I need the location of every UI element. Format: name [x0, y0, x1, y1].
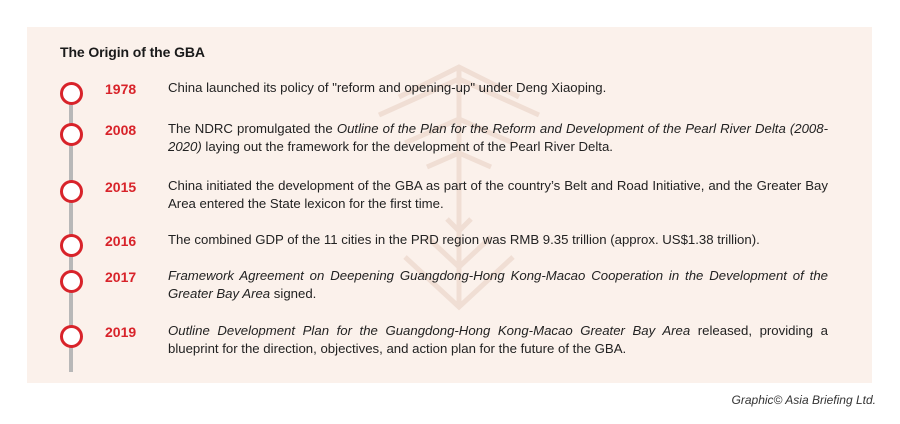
- event-year: 2019: [105, 324, 137, 340]
- timeline-node-icon: [60, 270, 83, 293]
- timeline-node-icon: [60, 82, 83, 105]
- event-description: [168, 120, 828, 156]
- description-text: laying out the framework for the development of the Pearl River Delta.: [201, 139, 613, 154]
- description-text: The NDRC promulgated the: [168, 121, 337, 136]
- timeline-panel: [27, 27, 872, 383]
- description-text: China initiated the development of the GBA as part of the country’s Belt and Road Initiative, and the Greater Bay Area entered the State lexicon for the first time.: [168, 178, 828, 211]
- event-description: [168, 322, 828, 358]
- event-description: [168, 177, 828, 213]
- timeline-node-icon: [60, 234, 83, 257]
- graphic-credit: Graphic© Asia Briefing Ltd.: [731, 393, 876, 407]
- event-year: 2017: [105, 269, 137, 285]
- event-year: 2015: [105, 179, 137, 195]
- event-description: [168, 79, 828, 97]
- description-text: released, providing a blueprint for the direction, objectives, and action plan for the future of the GBA.: [168, 323, 829, 356]
- page-title: The Origin of the GBA: [60, 44, 205, 60]
- timeline-node-icon: [60, 180, 83, 203]
- description-text: The combined GDP of the 11 cities in the PRD region was RMB 9.35 trillion (approx. US$1.38 trillion).: [168, 232, 760, 247]
- event-description: [168, 231, 828, 249]
- event-year: 2016: [105, 233, 137, 249]
- italic-document-title: Outline Development Plan for the Guangdong-Hong Kong-Macao Greater Bay Area: [168, 323, 691, 338]
- timeline-node-icon: [60, 123, 83, 146]
- event-description: [168, 267, 828, 303]
- italic-document-title: Framework Agreement on Deepening Guangdong-Hong Kong-Macao Cooperation in the Development of the Greater Bay Area: [168, 268, 828, 301]
- event-year: 2008: [105, 122, 137, 138]
- description-text: signed.: [270, 286, 317, 301]
- description-text: China launched its policy of "reform and opening-up" under Deng Xiaoping.: [168, 80, 607, 95]
- italic-document-title: Outline of the Plan for the Reform and Development of the Pearl River Delta (2008-2020): [168, 121, 828, 154]
- timeline-node-icon: [60, 325, 83, 348]
- event-year: 1978: [105, 81, 137, 97]
